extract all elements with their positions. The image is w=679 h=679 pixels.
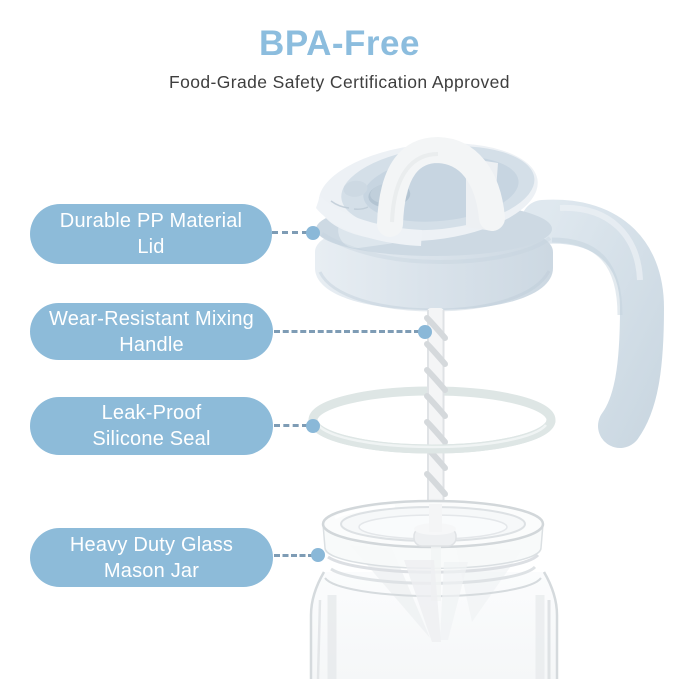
callout-label-line1: Durable PP Material [59, 210, 243, 232]
callout-bubble [30, 204, 272, 264]
page-subtitle: Food-Grade Safety Certification Approved [169, 72, 510, 92]
callout-connector-line [272, 231, 308, 234]
callout-connector-dot [306, 419, 320, 433]
callout-label-line2: Mason Jar [103, 559, 200, 582]
side-handle [543, 208, 642, 426]
callout-bubble [30, 397, 273, 455]
callout-label-line1: Leak-Proof [101, 402, 202, 424]
callout-connector-line [274, 424, 308, 427]
mason-jar-illustration [311, 501, 557, 679]
callout-bubble [30, 303, 273, 360]
page-title: BPA-Free [259, 24, 420, 63]
callout-connector-dot [306, 226, 320, 240]
mixing-rod-illustration [427, 308, 445, 532]
callout-label-line1: Wear-Resistant Mixing [48, 307, 254, 330]
callout-connector-dot [418, 325, 432, 339]
callout-connector-line [274, 330, 420, 333]
callout-label-line2: Lid [137, 236, 165, 258]
callout-connector-dot [311, 548, 325, 562]
callout-label-line1: Heavy Duty Glass [69, 533, 234, 556]
callout-label-line2: Silicone Seal [92, 428, 211, 450]
callout-label-line2: Handle [119, 333, 184, 356]
lid-illustration [314, 133, 553, 310]
callout-bubble [30, 528, 273, 587]
callout-connector-line [274, 554, 314, 557]
